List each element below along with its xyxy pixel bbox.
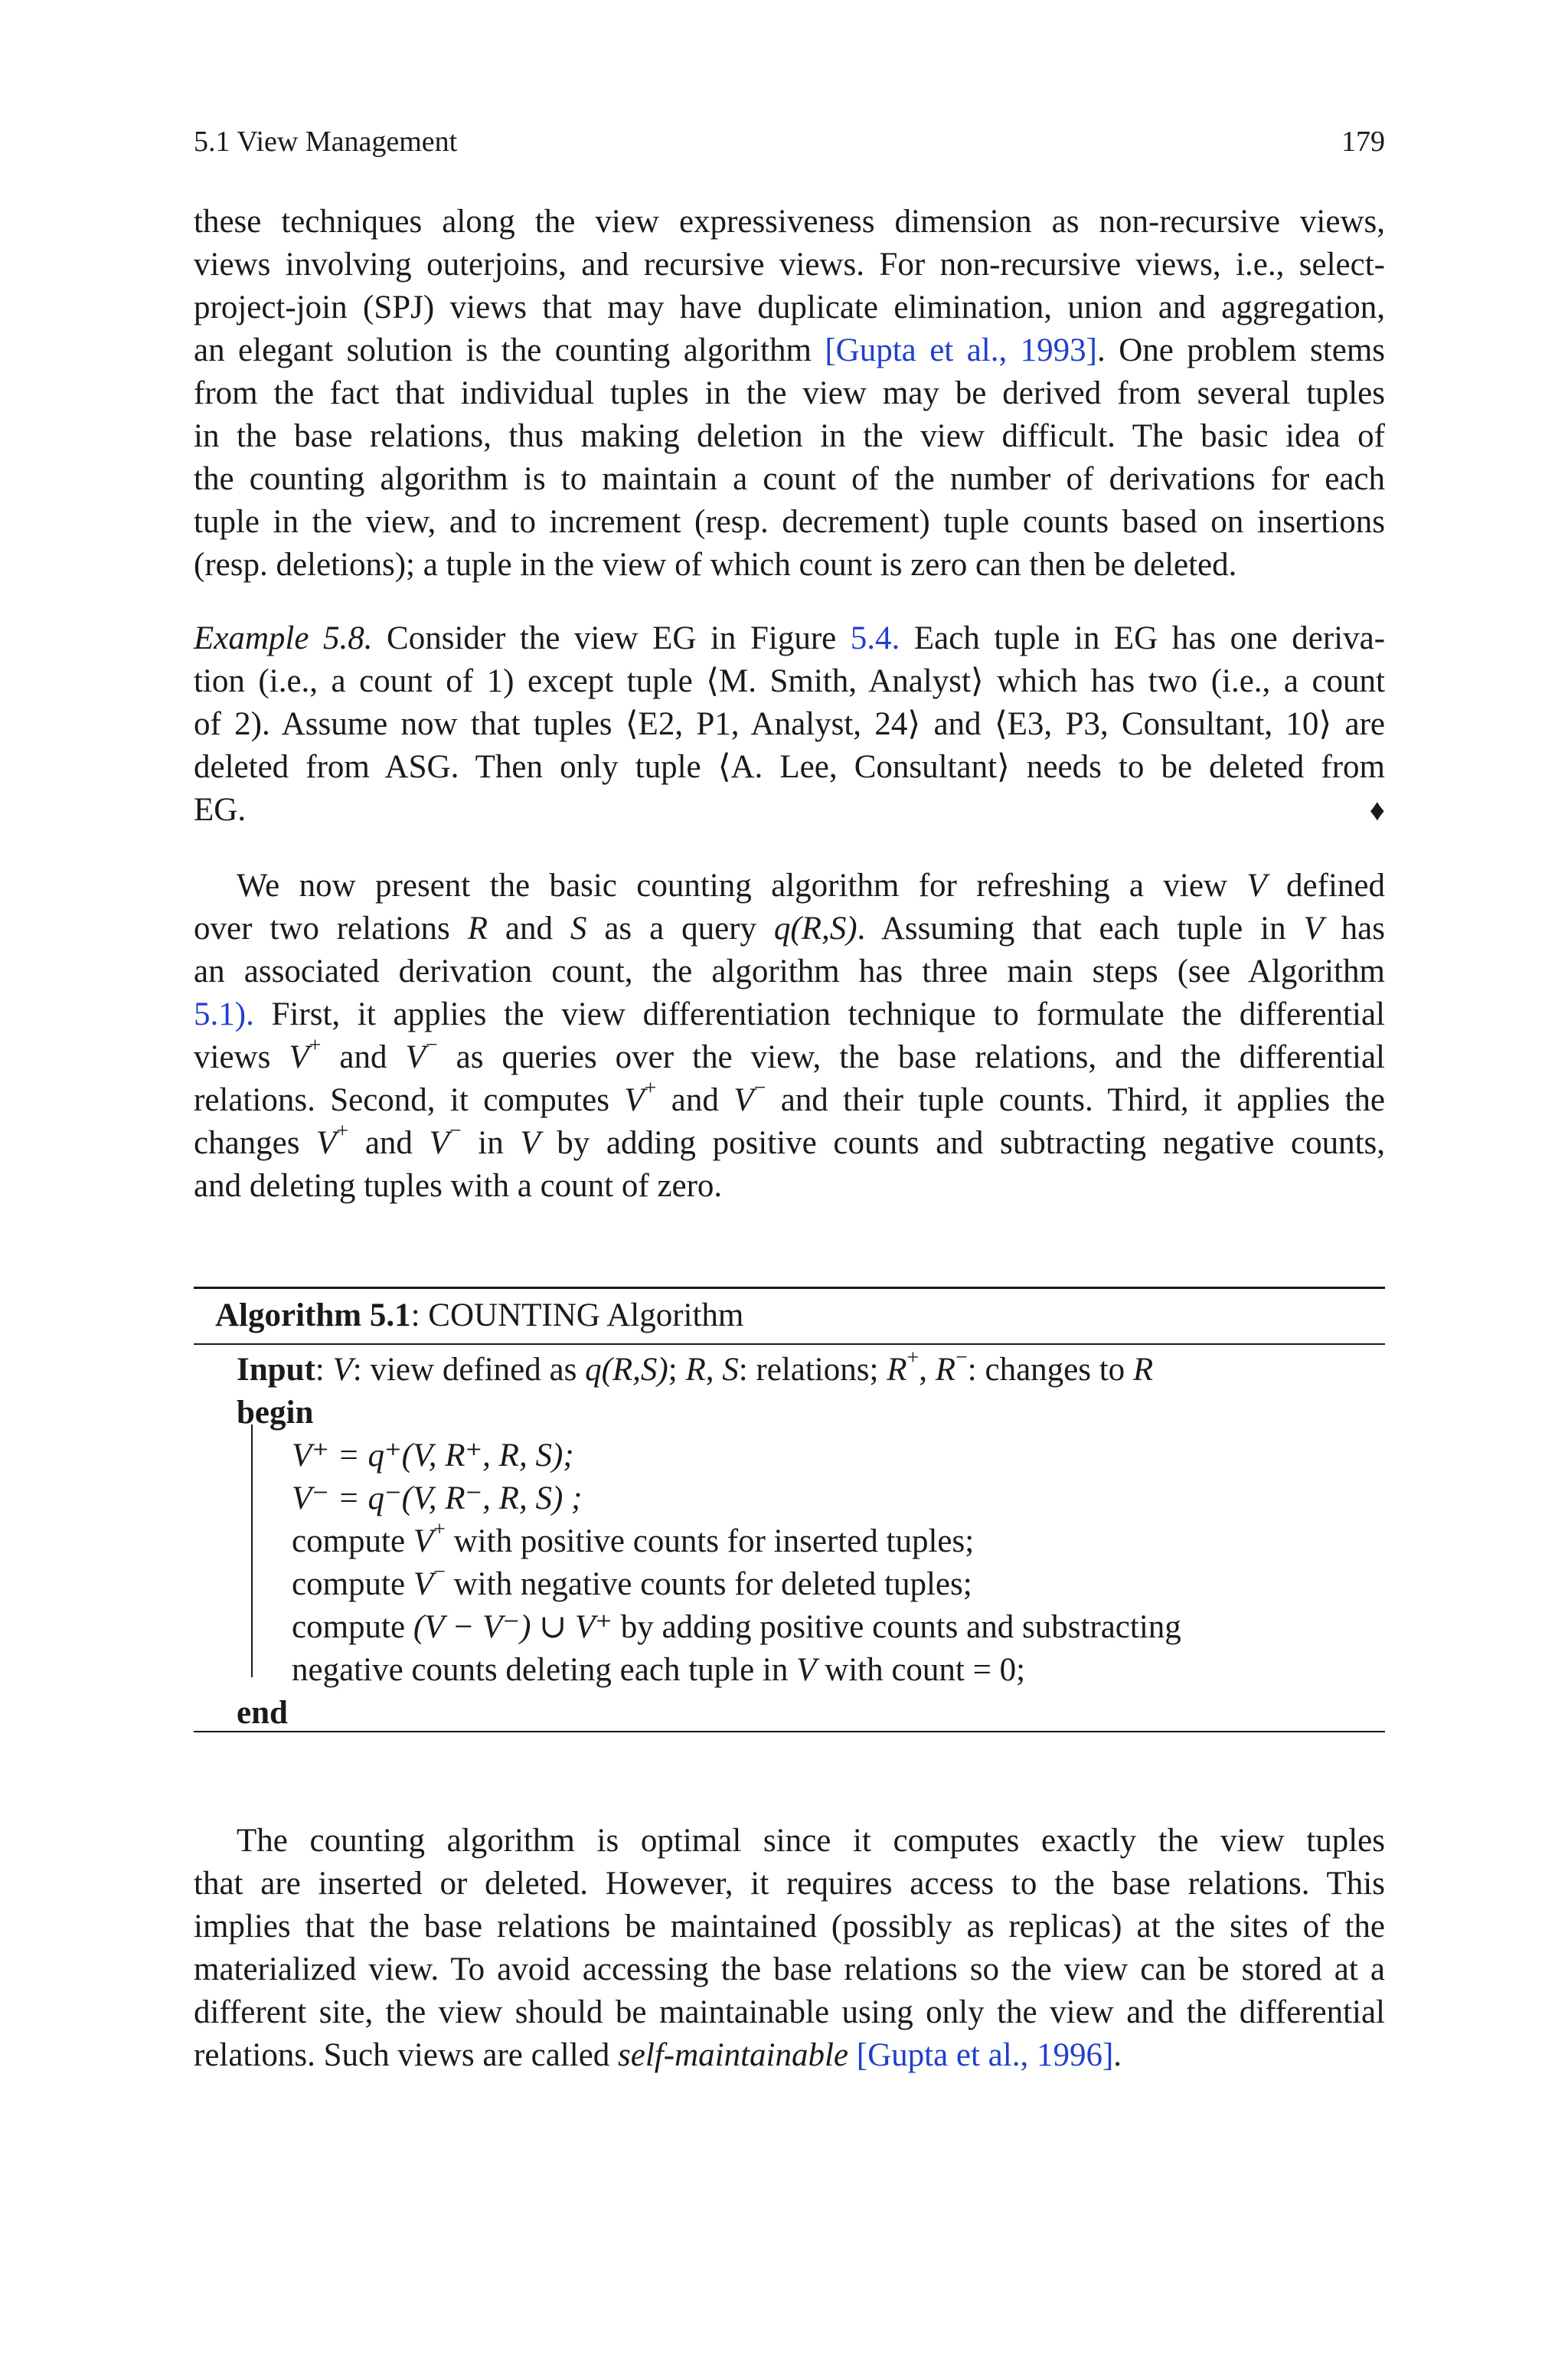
page-number: 179 — [1341, 126, 1385, 158]
algorithm-step-5: compute (V − V⁻) ∪ V⁺ by adding positive counts and substracting — [292, 1609, 1181, 1645]
block-bar — [251, 1425, 253, 1677]
text-segment: and — [321, 1039, 406, 1075]
text-segment: relations. Second, it computes — [194, 1082, 625, 1118]
algorithm-number: Algorithm 5.1 — [215, 1297, 411, 1333]
algorithm-link[interactable]: 5.1). — [194, 996, 254, 1032]
text-line: views involving outerjoins, and recursive views. For non-recursive views, i.e., select- — [194, 247, 1385, 283]
text-line: project-join (SPJ) views that may have duplicate elimination, union and aggregation, — [194, 289, 1385, 325]
text-line — [194, 865, 1385, 908]
text-line — [194, 993, 1385, 1036]
text-line — [194, 329, 1385, 372]
figure-link[interactable]: 5.4. — [850, 620, 900, 656]
text-line: that are inserted or deleted. However, it requires access to the base relations. This — [194, 1866, 1385, 1902]
math-var: V — [1246, 868, 1267, 904]
algorithm-box — [194, 1287, 1385, 1734]
math-var: S — [570, 911, 587, 947]
text-line — [194, 1119, 1386, 1165]
math-var: V− — [429, 1119, 462, 1161]
text-line: in the base relations, thus making deletion in the view difficult. The basic idea of — [194, 418, 1385, 454]
emphasis-term: self-maintainable — [618, 2037, 848, 2073]
text-segment: and their tuple counts. Third, it applies the — [766, 1082, 1385, 1118]
text-line: materialized view. To avoid accessing the base relations so the view can be stored at a — [194, 1951, 1385, 1987]
text-line: from the fact that individual tuples in the view may be derived from several tuples — [194, 375, 1385, 411]
text-line: the counting algorithm is to maintain a count of the number of derivations for each — [194, 461, 1385, 497]
end-of-example-icon: ♦ — [1369, 793, 1385, 827]
algorithm-step-2: V⁻ = q⁻(V, R⁻, R, S) ; — [292, 1480, 583, 1516]
text-line — [194, 2034, 1385, 2077]
caption-rule — [194, 1343, 1385, 1345]
math-var: V+ — [289, 1033, 322, 1075]
keyword-begin: begin — [237, 1395, 314, 1431]
text-line: different site, the view should be maintainable using only the view and the differential — [194, 1994, 1385, 2030]
text-line: deleted from ASG. Then only tuple ⟨A. Lee, Consultant⟩ needs to be deleted from — [194, 749, 1385, 785]
citation-link-gupta-1996[interactable]: [Gupta et al., 1996] — [856, 2037, 1114, 2073]
text-line: and deleting tuples with a count of zero. — [194, 1168, 723, 1204]
algorithm-step-3: compute V+ with positive counts for inserted tuples; — [292, 1517, 975, 1559]
text-segment: as queries over the view, the base relations, and the differential — [437, 1039, 1385, 1075]
math-expr: q(R,S) — [773, 911, 858, 947]
text-line — [194, 908, 1385, 950]
text-segment: . — [1113, 2037, 1122, 2073]
text-segment: in — [461, 1125, 521, 1161]
keyword-input: Input — [237, 1352, 315, 1388]
text-segment: . One problem stems — [1097, 332, 1386, 368]
text-segment: as a query — [586, 911, 774, 947]
example-label: Example 5.8. — [194, 620, 373, 656]
citation-link-gupta-1993[interactable]: [Gupta et al., 1993] — [825, 332, 1098, 368]
text-segment: and — [348, 1125, 430, 1161]
math-var: V− — [405, 1033, 438, 1075]
text-line: tuple in the view, and to increment (resp. decrement) tuple counts based on insertions — [194, 504, 1385, 540]
section-title: 5.1 View Management — [194, 126, 458, 158]
text-segment: relations. Such views are called — [194, 2037, 619, 2073]
text-segment: by adding positive counts and subtracting negative counts, — [540, 1125, 1386, 1161]
math-var: R — [467, 911, 488, 947]
algorithm-step-1: V⁺ = q⁺(V, R⁺, R, S); — [292, 1438, 574, 1474]
paragraph-counting-description — [194, 865, 1385, 1208]
text-segment: an elegant solution is the counting algorithm — [194, 332, 825, 368]
math-var: V− — [733, 1076, 766, 1118]
text-segment: has — [1323, 911, 1385, 947]
running-head — [194, 123, 1385, 161]
example-block — [194, 617, 1385, 832]
text-line: these techniques along the view expressiveness dimension as non-recursive views, — [194, 204, 1385, 240]
algorithm-step-4: compute V− with negative counts for deleted tuples; — [292, 1560, 972, 1602]
paragraph-optimality — [194, 1820, 1385, 2077]
text-segment: First, it applies the view differentiation technique to formulate the differential — [253, 996, 1385, 1032]
text-line: The counting algorithm is optimal since it computes exactly the view tuples — [237, 1823, 1385, 1859]
text-segment: defined — [1266, 868, 1385, 904]
text-segment: and — [656, 1082, 734, 1118]
algorithm-step-6: negative counts deleting each tuple in V with count = 0; — [292, 1652, 1026, 1688]
bottom-rule — [194, 1731, 1385, 1732]
text-line — [194, 789, 1385, 832]
paragraph-intro — [194, 201, 1385, 587]
text-segment: changes — [194, 1125, 317, 1161]
text-line: tion (i.e., a count of 1) except tuple ⟨M. Smith, Analyst⟩ which has two (i.e., a count — [194, 663, 1385, 699]
text-line — [194, 617, 1385, 660]
text-line — [194, 1033, 1385, 1079]
text-segment: Each tuple in EG has one deriva- — [900, 620, 1386, 656]
text-segment: over two relations — [194, 911, 468, 947]
text-line: (resp. deletions); a tuple in the view of which count is zero can then be deleted. — [194, 547, 1237, 583]
math-var: V — [1303, 911, 1324, 947]
math-var: V — [520, 1125, 541, 1161]
text-line — [194, 1076, 1385, 1122]
text-segment: . Assuming that each tuple in — [857, 911, 1304, 947]
math-var: V+ — [316, 1119, 349, 1161]
algorithm-input: Input: V: view defined as q(R,S); R, S: relations; R+, R−: changes to R — [237, 1346, 1154, 1388]
algorithm-caption — [215, 1294, 743, 1337]
text-segment: EG. — [194, 792, 247, 828]
text-segment: and — [488, 911, 570, 947]
top-rule — [194, 1287, 1385, 1289]
text-line: an associated derivation count, the algorithm has three main steps (see Algorithm — [194, 953, 1385, 989]
text-line: implies that the base relations be maintained (possibly as replicas) at the sites of the — [194, 1909, 1385, 1945]
keyword-end: end — [237, 1695, 288, 1731]
text-segment: Consider the view EG in Figure — [372, 620, 851, 656]
math-var: V+ — [624, 1076, 657, 1118]
algorithm-title: : COUNTING Algorithm — [410, 1297, 744, 1333]
text-segment: We now present the basic counting algorithm for refreshing a view — [237, 868, 1247, 904]
text-segment: views — [194, 1039, 289, 1075]
text-line: of 2). Assume now that tuples ⟨E2, P1, Analyst, 24⟩ and ⟨E3, P3, Consultant, 10⟩ are — [194, 706, 1385, 742]
